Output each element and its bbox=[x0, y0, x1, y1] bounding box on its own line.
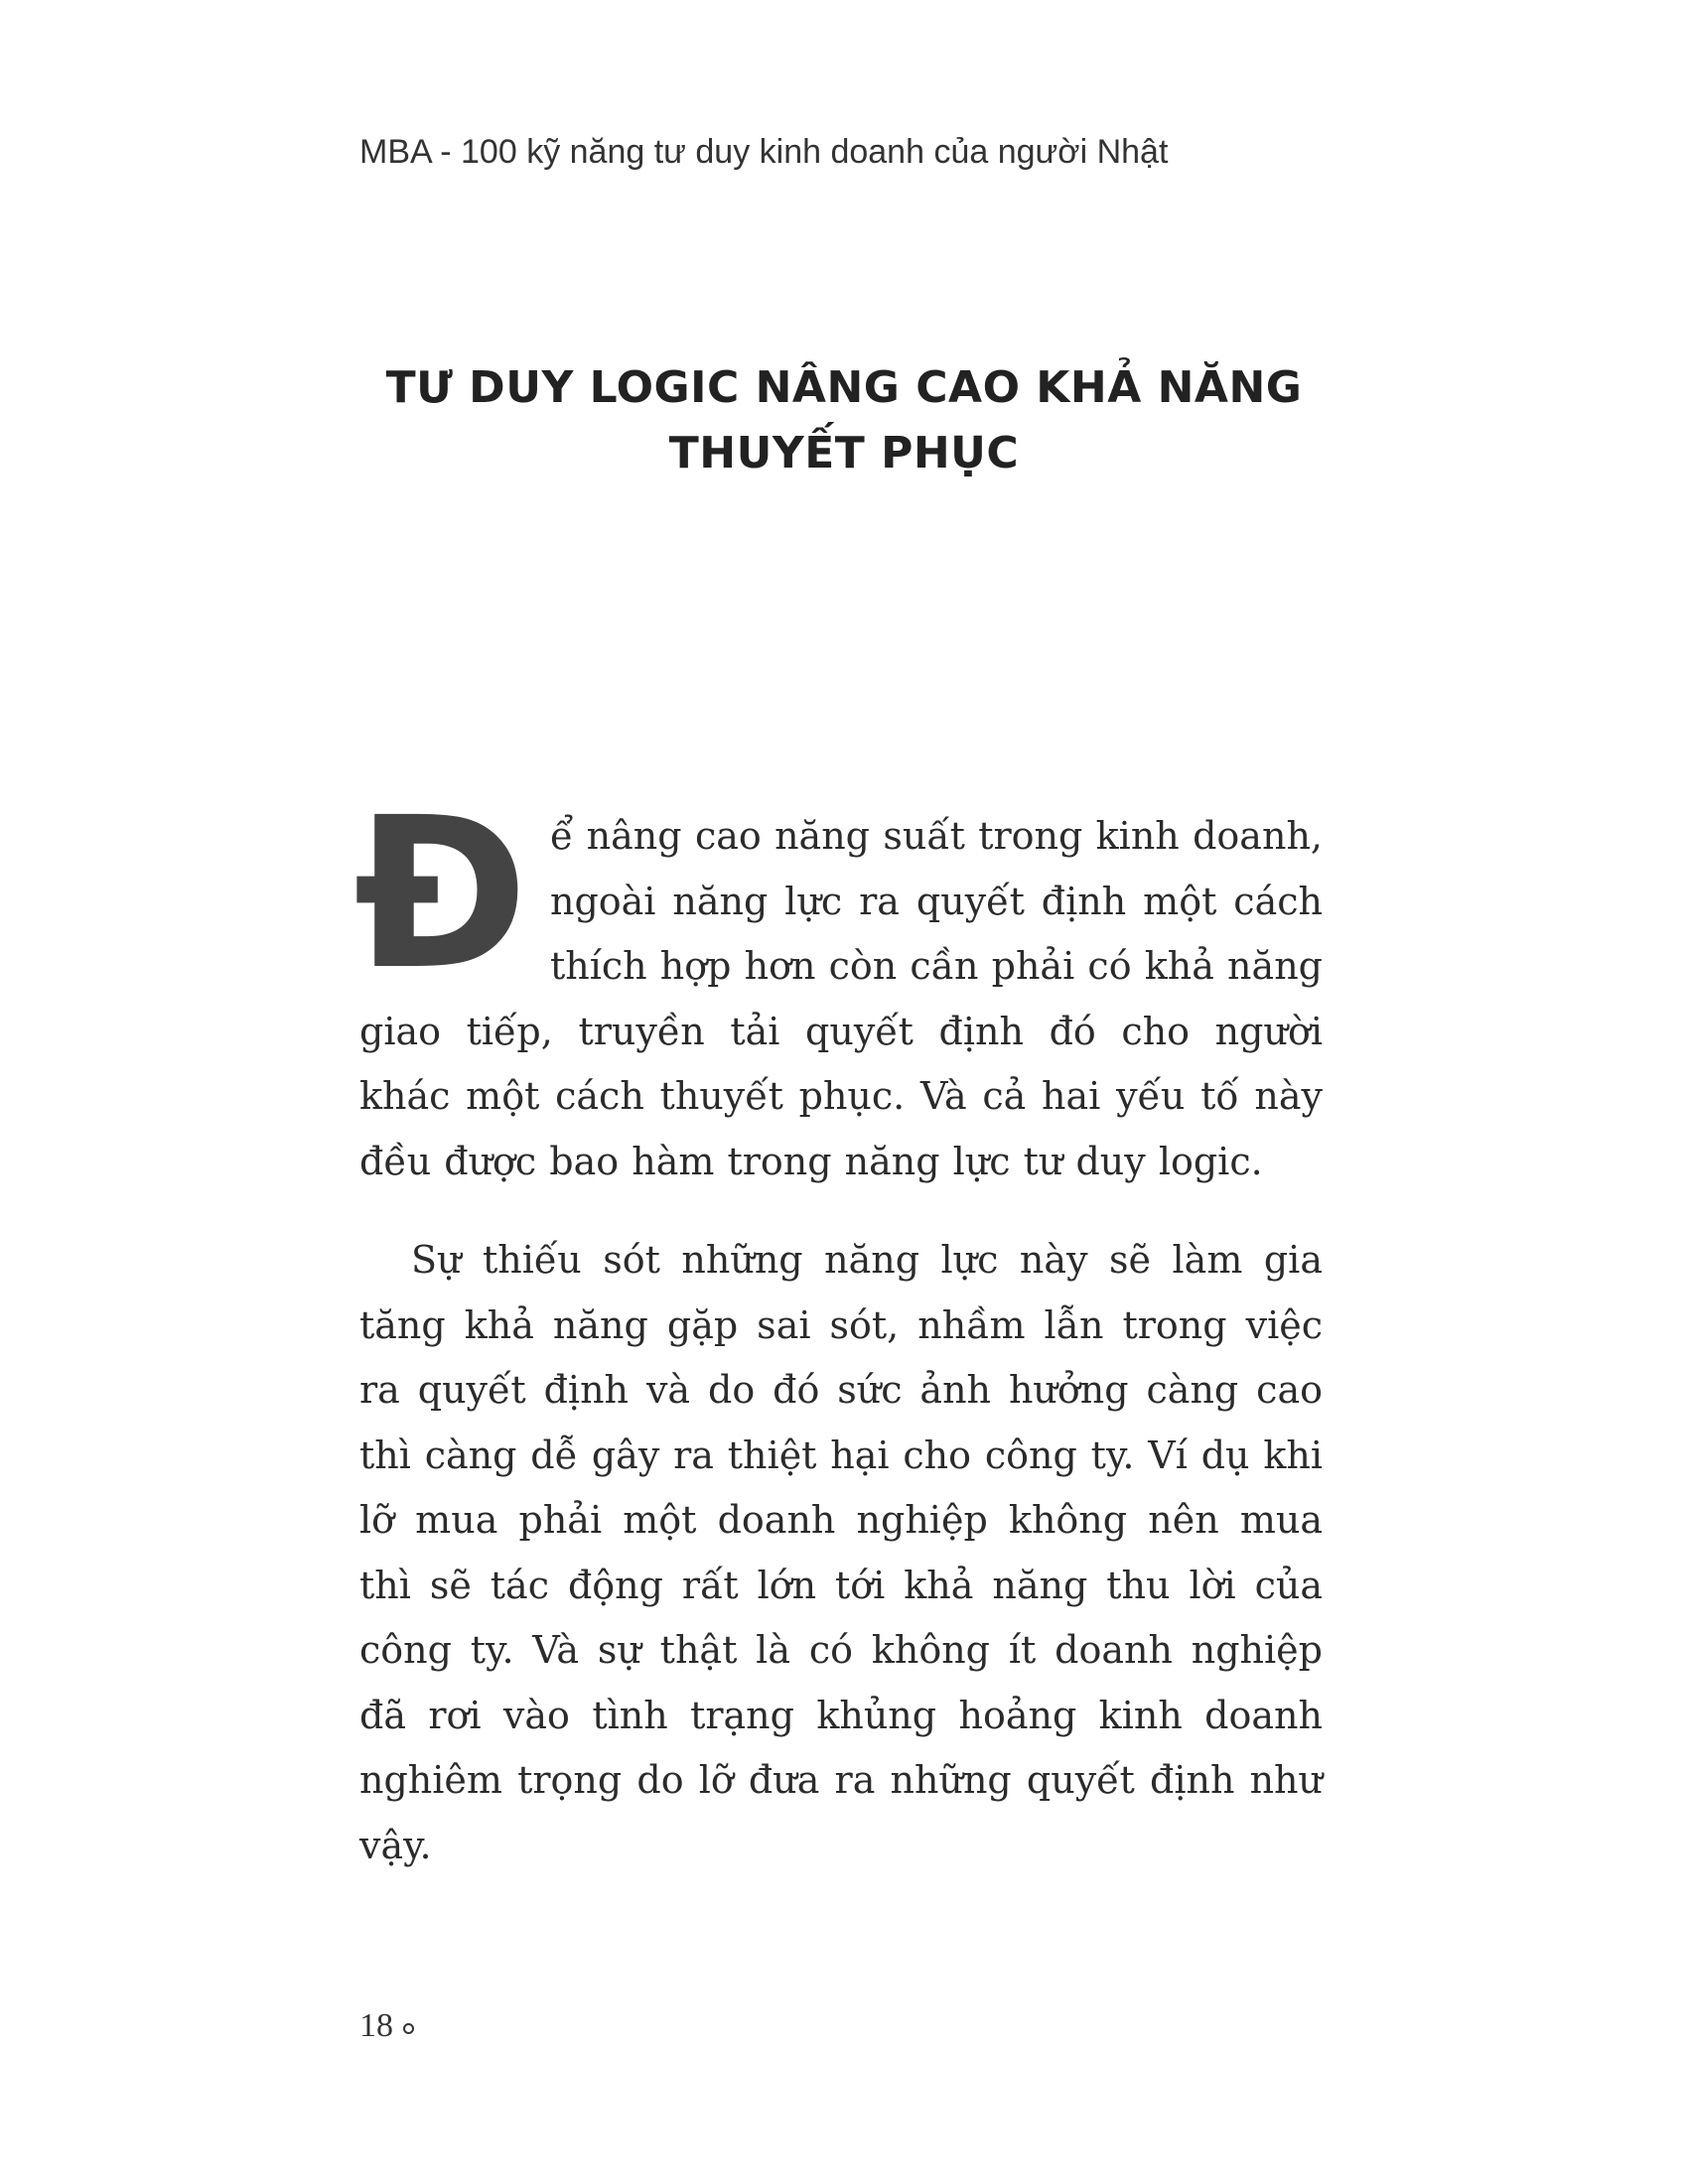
page-number-value: 18 bbox=[359, 2007, 393, 2044]
chapter-title-line-1: TƯ DUY LOGIC NÂNG CAO KHẢ NĂNG bbox=[385, 362, 1303, 413]
chapter-title-line-2: THUYẾT PHỤC bbox=[668, 428, 1020, 478]
page-number bbox=[359, 2007, 414, 2045]
body-text bbox=[353, 772, 1323, 1878]
paragraph-2: Sự thiếu sót những năng lực này sẽ làm gia tăng khả năng gặp sai sót, nhầm lẫn trong việc ra quyết định và do đó sức ảnh hưởng càng cao thì càng dễ gây ra thiệt hại cho công ty. Ví dụ khi lỡ mua phải một doanh nghiệp không nên mua thì sẽ tác động rất lớn tới khả năng thu lời của công ty. Và sự thật là có không ít doanh nghiệp đã rơi vào tình trạng khủng hoảng kinh doanh nghiêm trọng do lỡ đưa ra những quyết định như vậy. bbox=[359, 1238, 1323, 1867]
paragraph-1-text: ể nâng cao năng suất trong kinh doanh, ngoài năng lực ra quyết định một cách thích hợp hơn còn cần phải có khả năng giao tiếp, truyền tải quyết định đó cho người khác một cách thuyết phục. Và cả hai yếu tố này đều được bao hàm trong năng lực tư duy logic. bbox=[359, 814, 1323, 1183]
running-header: MBA - 100 kỹ năng tư duy kinh doanh của người Nhật bbox=[359, 133, 1169, 171]
page-dot-icon bbox=[403, 2023, 414, 2034]
drop-cap: Đ bbox=[353, 772, 528, 1016]
chapter-title bbox=[377, 355, 1311, 486]
paragraph-1 bbox=[353, 772, 1323, 1194]
